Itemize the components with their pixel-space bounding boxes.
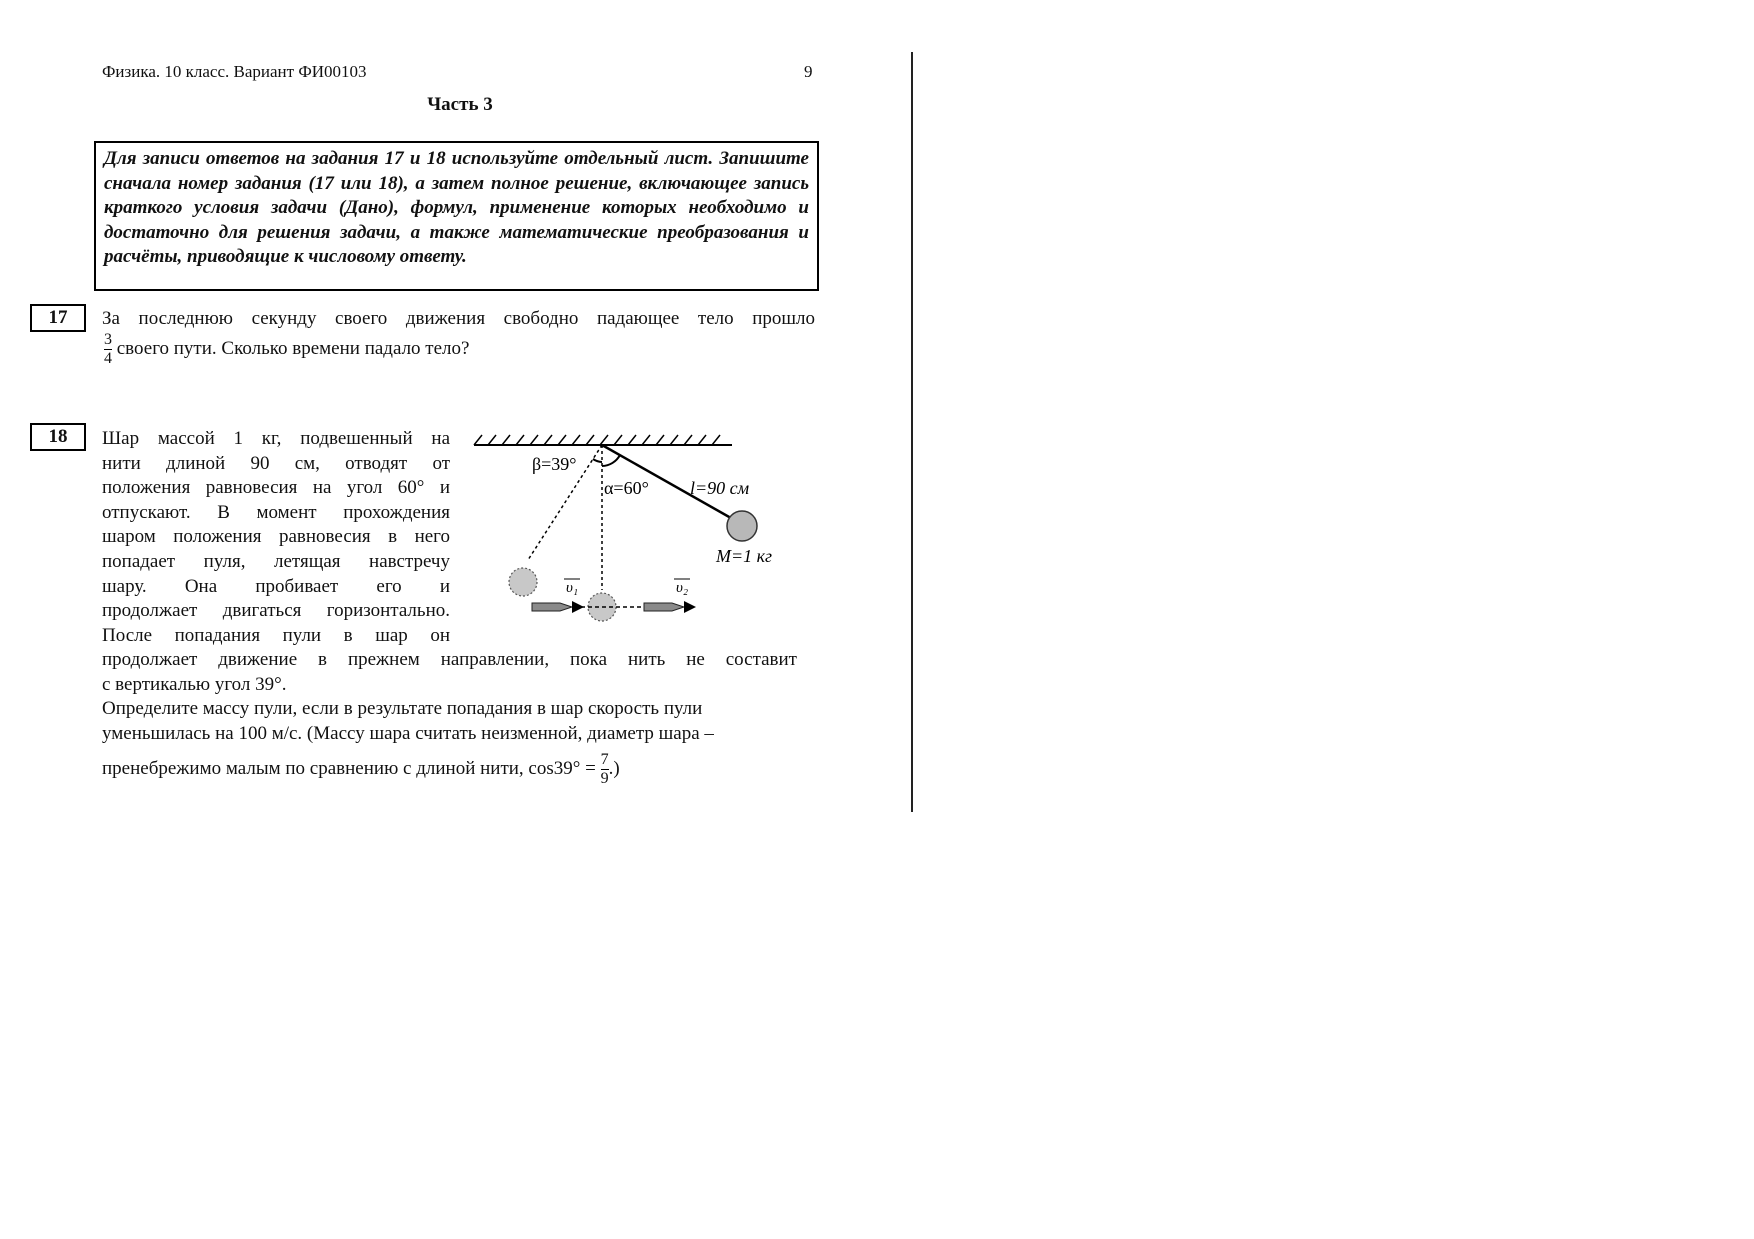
bullet-2 (644, 603, 684, 611)
task-18-number: 18 (30, 423, 86, 451)
task-18-line: продолжает двигаться горизонтально. (102, 600, 450, 622)
task-17-line-2-wrap (104, 332, 704, 367)
header-subject: Физика. 10 класс. Вариант ФИ00103 (102, 62, 367, 81)
task-18-frac-num: 7 (600, 751, 609, 768)
page-number: 9 (804, 62, 813, 81)
ball-deflected (509, 568, 537, 596)
task-18-line: нити длиной 90 см, отводят от (102, 452, 450, 474)
task-18-line: шаром положения равновесия в него (102, 526, 450, 548)
task-17-number: 17 (30, 304, 86, 332)
task-18-question-line: уменьшилась на 100 м/с. (Массу шара считать неизменной, диаметр шара – (102, 722, 714, 744)
angle-arc-alpha (602, 455, 620, 466)
task-18-line: положения равновесия на угол 60° и (102, 477, 450, 499)
task-18-line: шару. Она пробивает его и (102, 575, 450, 597)
task-17-text (102, 307, 815, 332)
task-17-frac-num: 3 (104, 331, 112, 348)
v1-label: υ₁ (566, 580, 579, 596)
ball (727, 511, 757, 541)
task-18-line: отпускают. В момент прохождения (102, 501, 450, 523)
task-18-last-suffix: .) (608, 758, 620, 780)
task-18-narrow-text (102, 427, 450, 648)
task-17-fraction (104, 332, 112, 367)
task-18-last-prefix: пренебрежимо малым по сравнению с длиной нити, cos39° = (102, 758, 596, 780)
task-18-frac-den: 9 (600, 770, 609, 787)
mass-label: M=1 кг (716, 546, 773, 566)
task-18-last-line (102, 752, 802, 787)
column-divider (911, 52, 913, 812)
task-18-question-line: Определите массу пули, если в результате попадания в шар скорость пули (102, 698, 703, 720)
task-18-wide-line: продолжает движение в прежнем направлении, пока нить не составит (102, 649, 797, 670)
task-18-wide-text (102, 648, 797, 746)
v2-label: υ₂ (676, 580, 689, 596)
beta-label: β=39° (532, 454, 577, 474)
length-label: l=90 см (690, 478, 750, 498)
task-17-line-2: своего пути. Сколько времени падало тело? (116, 338, 470, 360)
pendulum-figure (460, 420, 800, 630)
angle-arc-beta (593, 459, 602, 462)
task-18-wide-line: с вертикалью угол 39°. (102, 673, 287, 695)
arrow-head-2 (684, 601, 696, 613)
arrow-head-1 (572, 601, 584, 613)
task-18-line: Шар массой 1 кг, подвешенный на (102, 428, 450, 449)
instructions-box (94, 141, 819, 291)
ceiling (474, 435, 732, 445)
task-18-fraction (601, 752, 609, 787)
instructions-text: Для записи ответов на задания 17 и 18 используйте отдельный лист. Запишите сначала номер задания (17 или 18), а затем полное решение, включающее запись краткого условия задачи (Дано), формул, применение которых необходимо и достаточно для решения задачи, а также математические преобразования и расчёты, приводящие к числовому ответу. (104, 148, 809, 268)
bullet-1 (532, 603, 572, 611)
task-17-frac-den: 4 (104, 350, 112, 367)
task-17-line-1: За последнюю секунду своего движения свободно падающее тело прошло (102, 308, 815, 329)
part-title: Часть 3 (427, 94, 493, 115)
task-18-line: После попадания пули в шар он (102, 624, 450, 646)
task-18-line: попадает пуля, летящая навстречу (102, 550, 450, 572)
alpha-label: α=60° (604, 478, 649, 498)
